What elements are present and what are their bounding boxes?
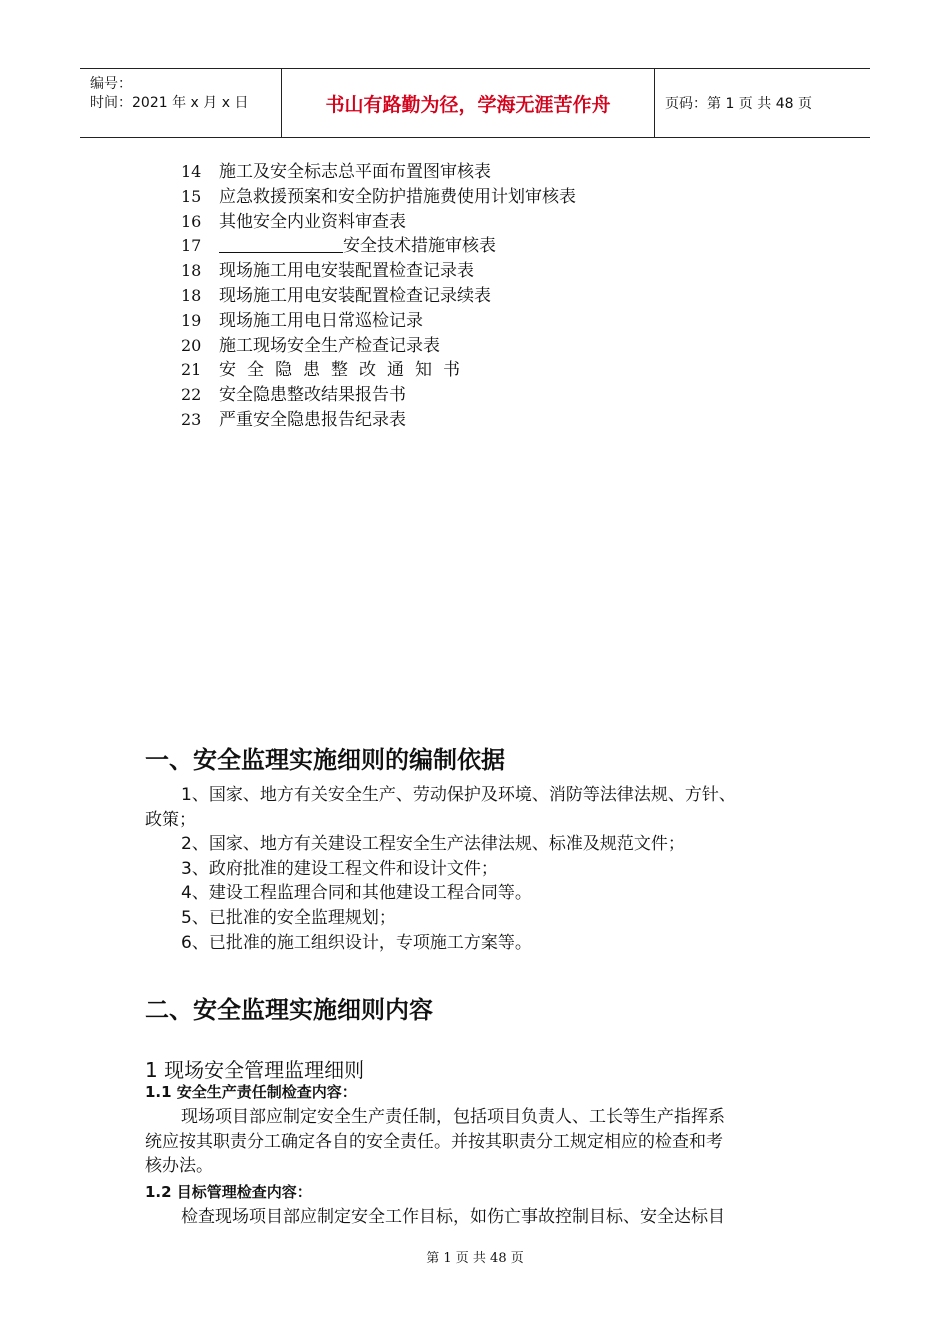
list-item [181, 334, 576, 359]
item-text: 安全隐患整改结果报告书 [219, 385, 406, 406]
subsection-title: 1 现场安全管理监理细则 [145, 1058, 365, 1082]
item-number: 22 [181, 385, 202, 405]
item-number: 16 [181, 211, 202, 231]
list-item [181, 160, 576, 185]
paragraph-1-2 [145, 1205, 810, 1230]
list-item [181, 358, 576, 383]
item-number: 17 [181, 236, 202, 256]
item-text: 现场施工用电日常巡检记录 [219, 310, 423, 331]
basis-item: 4、建设工程监理合同和其他建设工程合同等。 [181, 883, 532, 903]
list-item [181, 383, 576, 408]
item-number: 18 [181, 285, 202, 305]
form-list [181, 160, 576, 433]
item-number: 18 [181, 261, 202, 281]
blank-underline [219, 235, 343, 253]
list-item [181, 284, 576, 309]
section1-title: 一、安全监理实施细则的编制依据 [145, 746, 505, 774]
list-item [181, 408, 576, 433]
subsection-1-1-title: 1.1 安全生产责任制检查内容： [145, 1083, 357, 1101]
item-text: 施工及安全标志总平面布置图审核表 [219, 162, 491, 182]
item-text: 其他安全内业资料审查表 [219, 211, 406, 232]
section2-title: 二、安全监理实施细则内容 [145, 996, 433, 1024]
basis-item: 5、已批准的安全监理规划； [181, 908, 396, 928]
paragraph-line: 现场项目部应制定安全生产责任制，包括项目负责人、工长等生产指挥系 [181, 1107, 725, 1127]
basis-item: 1、国家、地方有关安全生产、劳动保护及环境、消防等法律法规、方针、 [181, 785, 736, 805]
basis-item: 3、政府批准的建设工程文件和设计文件； [181, 859, 498, 879]
item-text: 施工现场安全生产检查记录表 [219, 335, 440, 356]
basis-item: 政策； [145, 810, 196, 830]
item-text: 现场施工用电安装配置检查记录续表 [219, 285, 491, 306]
item-text: 现场施工用电安装配置检查记录表 [219, 261, 474, 282]
basis-item: 6、已批准的施工组织设计，专项施工方案等。 [181, 933, 532, 953]
list-item [181, 309, 576, 334]
item-text: 应急救援预案和安全防护措施费使用计划审核表 [219, 186, 576, 207]
item-number: 15 [181, 186, 202, 206]
paragraph-line: 检查现场项目部应制定安全工作目标，如伤亡事故控制目标、安全达标目 [181, 1207, 725, 1227]
header-left-cell [80, 69, 282, 137]
item-text: 严重安全隐患报告纪录表 [219, 409, 406, 430]
subsection-1-2-title: 1.2 目标管理检查内容： [145, 1183, 312, 1201]
item-number: 19 [181, 310, 202, 330]
page-header [80, 68, 870, 138]
list-item [181, 234, 576, 259]
page-info: 页码：第 1 页 共 48 页 [665, 96, 812, 112]
item-number: 20 [181, 335, 202, 355]
paragraph-line: 核办法。 [145, 1156, 213, 1177]
item-number: 14 [181, 162, 202, 181]
item-number: 23 [181, 409, 202, 429]
list-item [181, 259, 576, 284]
basis-item: 2、国家、地方有关建设工程安全生产法律法规、标准及规范文件； [181, 834, 685, 854]
header-page-cell [655, 69, 870, 137]
motto-text: 书山有路勤为径，学海无涯苦作舟 [325, 93, 611, 116]
number-label: 编号： [90, 76, 132, 92]
paragraph-1-1 [145, 1105, 810, 1179]
paragraph-line: 统应按其职责分工确定各自的安全责任。并按其职责分工规定相应的检查和考 [145, 1131, 723, 1152]
list-item [181, 185, 576, 210]
date-line: 时间：2021 年 x 月 x 日 [90, 95, 249, 111]
item-text: 安全隐患整改通知书 [219, 360, 471, 381]
page-footer: 第 1 页 共 48 页 [426, 1251, 524, 1266]
item-text: 安全技术措施审核表 [343, 236, 496, 257]
item-number: 21 [181, 360, 202, 380]
list-item [181, 210, 576, 235]
header-motto-cell [282, 69, 655, 137]
